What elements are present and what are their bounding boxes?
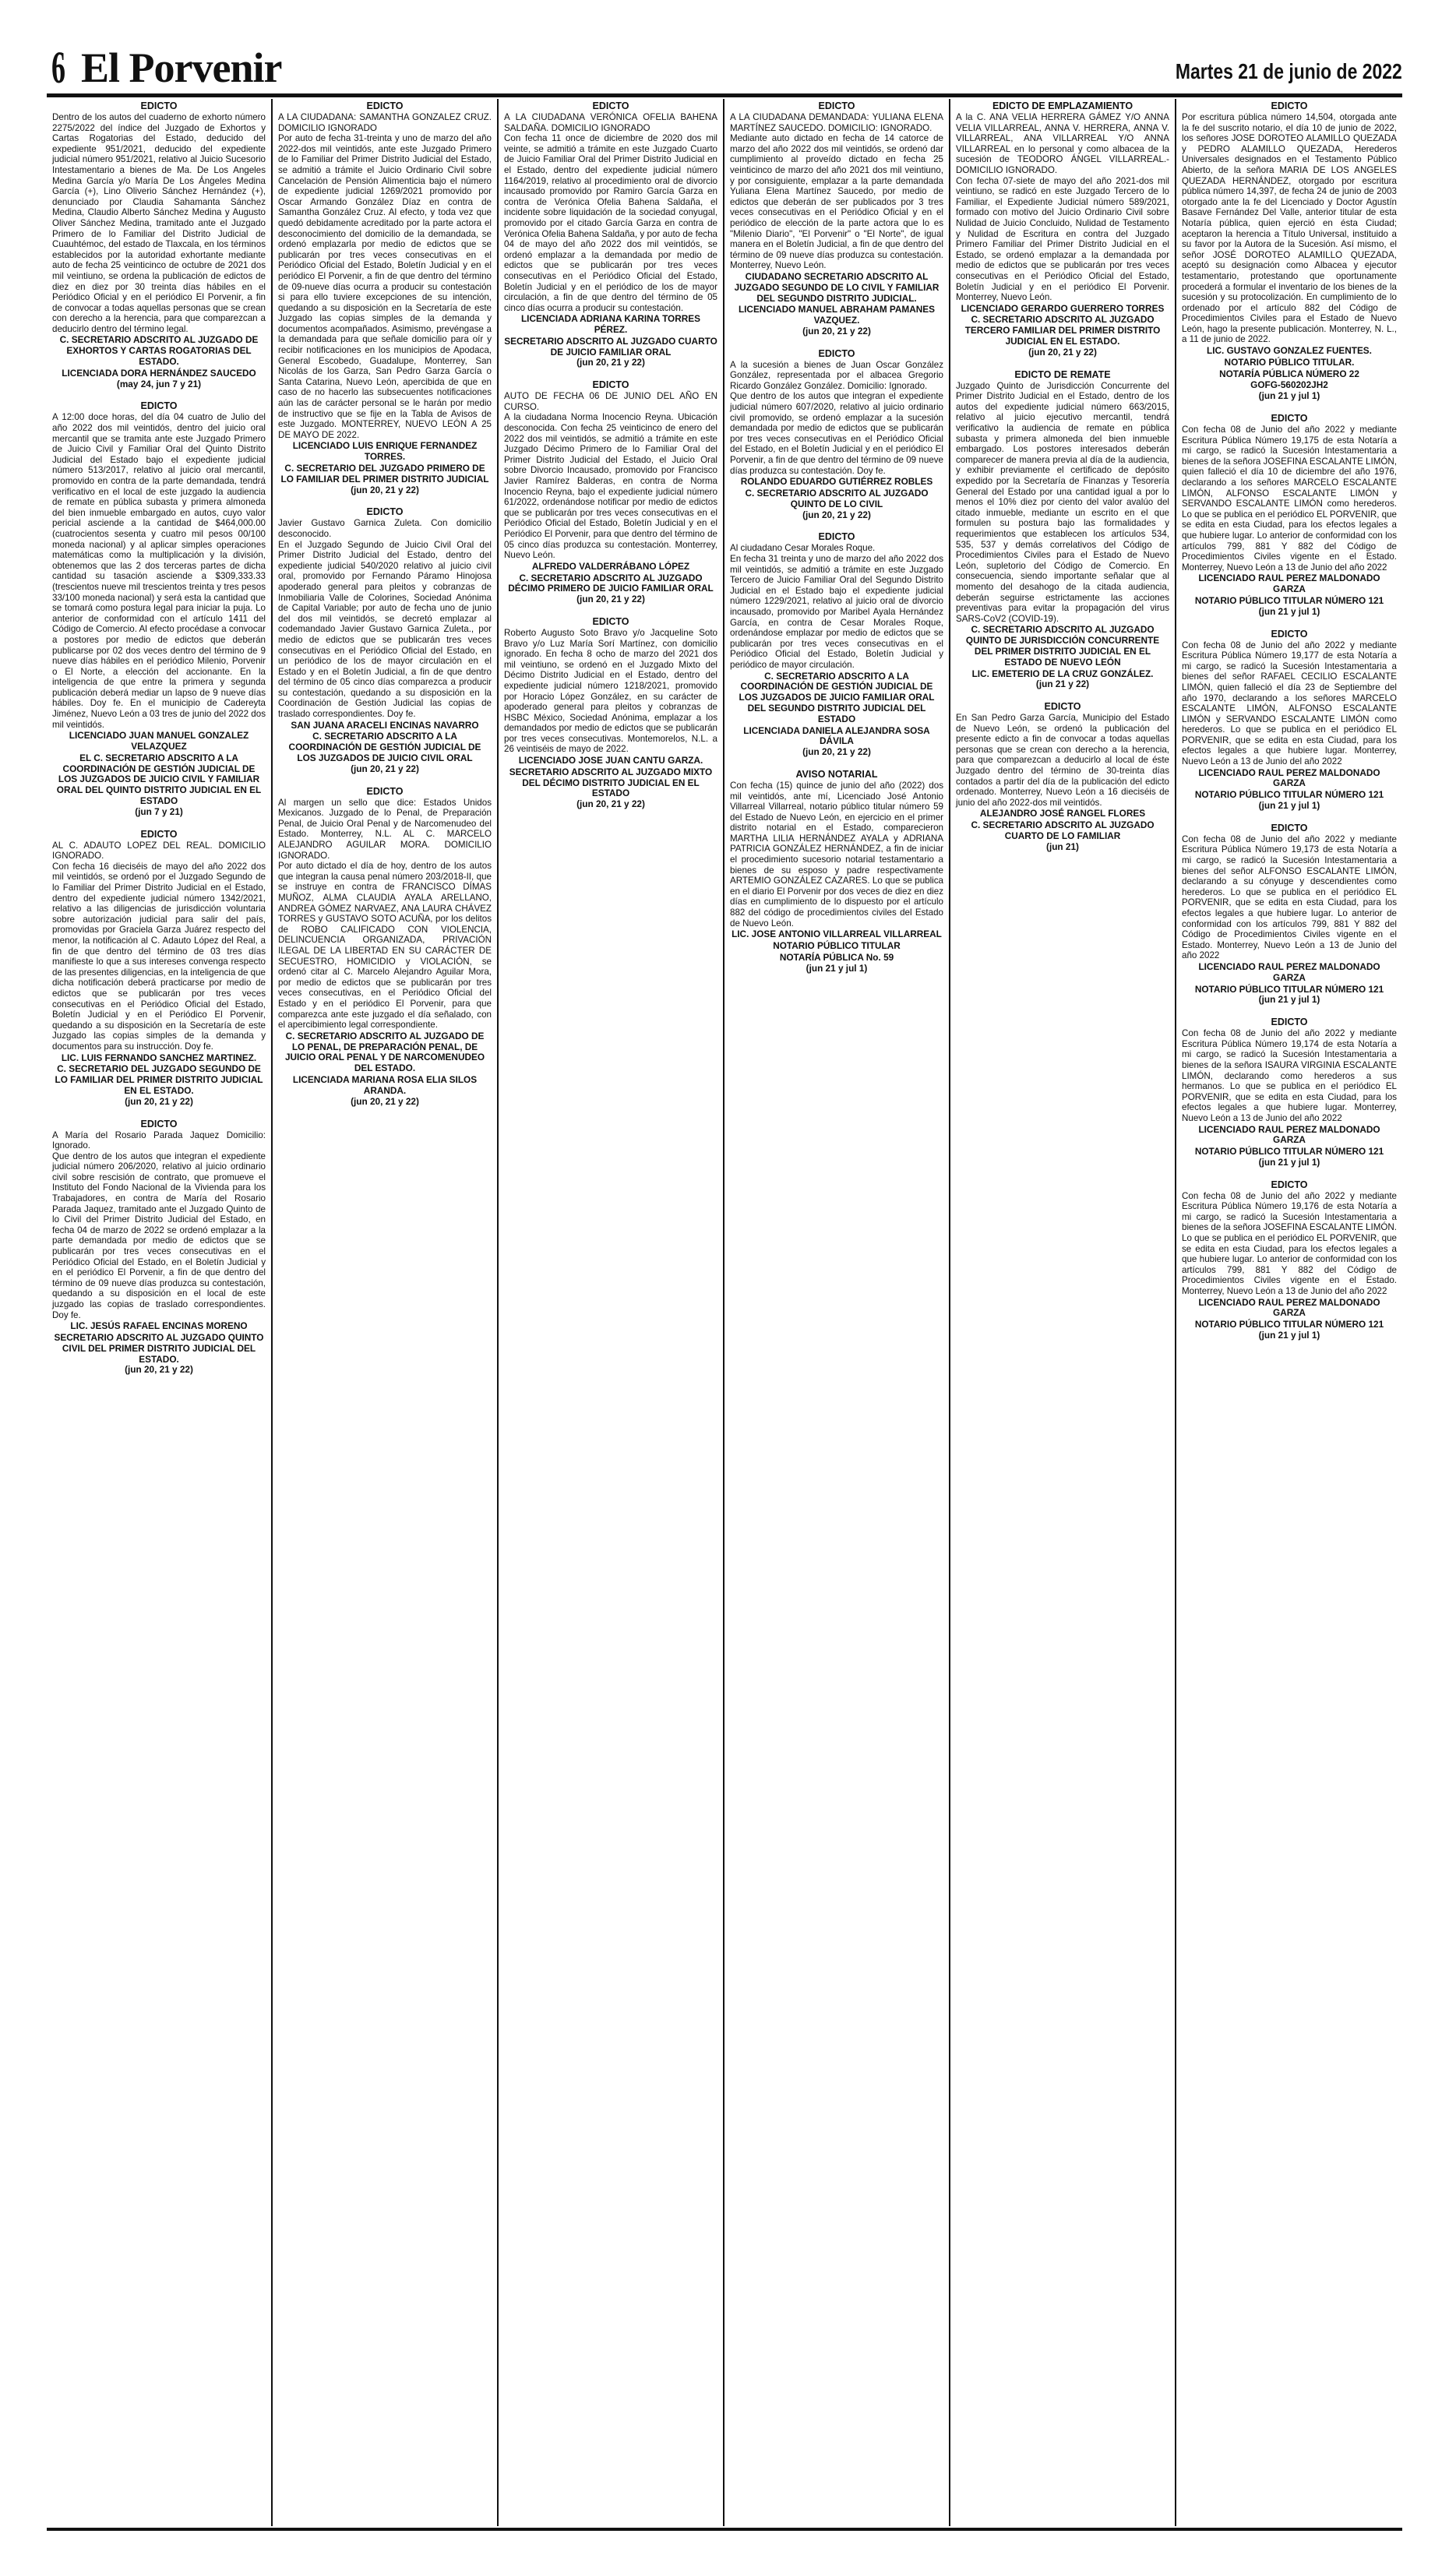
- publication-dates: (may 24, jun 7 y 21): [116, 378, 202, 389]
- notice-signature-line: NOTARIO PÚBLICO TITULAR NÚMERO 121: [1194, 1146, 1384, 1158]
- publication-dates: (jun 21 y jul 1): [1258, 994, 1320, 1006]
- notice-signature-line: SAN JUANA ARACELI ENCINAS NAVARRO: [291, 719, 479, 731]
- notice-signature-line: C. SECRETARIO ADSCRITO AL JUZGADO CUARTO DE LO FAMILIAR: [971, 819, 1155, 842]
- notice-addressee: Al ciudadano Cesar Morales Roque.: [730, 543, 876, 554]
- publication-dates: (jun 20, 21 y 22): [802, 509, 871, 520]
- notice-addressee: A la sucesión a bienes de Juan Oscar González González, representada por el albacea Gregorio Ricardo González González. Domicilio: Ignorado.: [730, 359, 943, 391]
- notice-signature-line: C. SECRETARIO ADSCRITO AL JUZGADO DE EXHORTOS Y CARTAS ROGATORIAS DEL ESTADO.: [59, 334, 259, 368]
- notice-body: Con fecha 11 once de diciembre de 2020 dos mil veinte, se admitió a trámite en este Juzgado Cuarto de Juicio Familiar Oral del Primer Distrito Judicial en el Estado, dentro del expediente judicial número 1164/2019, relativo al procedimiento oral de divorcio incausado promovido por Ramiro García Garza en contra de Verónica Ofelia Bahena Saldaña, el incidente sobre liquidación de la sociedad conyugal, promovido por el citado García Garza en contra de Verónica Ofelia Bahena Saldaña, y por auto de fecha 04 de mayo del año 2022 dos mil veintidós, se ordenó emplazar a la demandada por medio de edictos que se publicarán por tres veces consecutivas en el Periódico Oficial del Estado, Boletín Judicial y en el periódico de los de mayor circulación, a fin de que dentro del término de 05 cinco días ocurra a producir su contestación.: [504, 133, 717, 313]
- notice-signature-line: EL C. SECRETARIO ADSCRITO A LA COORDINACIÓN DE GESTIÓN JUDICIAL DE LOS JUZGADOS DE JUICIO CIVIL Y FAMILIAR ORAL DEL QUINTO DISTRITO JUDICIAL EN EL ESTADO: [56, 752, 262, 807]
- column-3: [499, 99, 724, 2526]
- legal-notice: [1182, 1179, 1397, 1341]
- notice-signature-line: LIC. EMETERIO DE LA CRUZ GONZÁLEZ.: [971, 668, 1154, 679]
- column-1: [47, 99, 273, 2526]
- notice-signature-line: C. SECRETARIO ADSCRITO AL JUZGADO QUINTO DE LO CIVIL: [745, 488, 929, 509]
- notice-title: EDICTO DE EMPLAZAMIENTO: [992, 100, 1133, 111]
- column-6: [1176, 99, 1402, 2526]
- publication-dates: (jun 20, 21 y 22): [1028, 346, 1097, 358]
- notice-signature-line: C. SECRETARIO DEL JUZGADO PRIMERO DE LO FAMILIAR DEL PRIMER DISTRITO JUDICIAL: [280, 463, 489, 485]
- notice-signature-line: LICENCIADO RAUL PEREZ MALDONADO GARZA: [1198, 766, 1380, 789]
- notice-signature-line: ALEJANDRO JOSÉ RANGEL FLORES: [979, 808, 1146, 819]
- notice-title: EDICTO: [1271, 1017, 1308, 1028]
- notice-signature-line: LICENCIADO JOSE JUAN CANTU GARZA.: [518, 755, 703, 766]
- notice-signature-line: LICENCIADA MARIANA ROSA ELIA SILOS ARANDA.: [292, 1073, 478, 1096]
- legal-notice: [1182, 823, 1397, 1006]
- notice-title: EDICTO: [366, 506, 404, 518]
- publication-dates: (jun 7 y 21): [135, 805, 183, 817]
- notice-title: EDICTO: [140, 100, 178, 111]
- notice-body: Juzgado Quinto de Jurisdicción Concurrente del Primer Distrito Judicial en el Estado, dentro de los autos del expediente judicial número 663/2015, relativo al juicio ejecutivo mercantil, tendrá verificativo la audiencia de remate en pública subasta y primera almoneda del bien inmueble embargado. Los postores interesados deberán comparecer de manera previa al día de la audiencia, y exhibir previamente el certificado de depósito expedido por la Secretaría de Finanzas y Tesorería General del Estado por una cantidad igual a por lo menos el 10% diez por ciento del valor avalúo del citado inmueble, mediante un escrito en el que formulen su postura bajo las formalidades y requerimientos que establecen los artículos 534, 535, 537 y demás correlativos del Código de Procedimientos Civiles para el Estado de Nuevo León, supletorio del Código de Comercio. En consecuencia, siendo importante señalar que al momento del desahogo de la citada audiencia, deberán seguirse estrictamente las acciones preventivas para evitar la propagación del virus SARS-CoV2 (COVID-19).: [956, 380, 1169, 624]
- notice-title: EDICTO: [1271, 100, 1308, 111]
- publication-dates: (jun 20, 21 y 22): [576, 594, 645, 605]
- notice-body: Que dentro de los autos que integran el expediente judicial número 206/2020, relativo al juicio ordinario civil sobre rescisión de contrato, que promueve el Instituto del Fondo Nacional de la Vivienda para los Trabajadores, en contra de María del Rosario Parada Jaquez, tramitado ante el Juzgado Quinto de lo Civil del Primer Distrito Judicial del Estado, en fecha 04 de marzo de 2022 se ordenó emplazar a la parte demandada por medio de edictos que se publicarán por tres veces consecutivas en el Periódico Oficial del Estado, en el Boletín Judicial y en el periódico El Porvenir, a fin de que dentro del término de 09 nueve días produzca su contestación, quedando a su disposición en el local de este juzgado las copias de traslado correspondientes. Doy fe.: [52, 1151, 266, 1320]
- publication-dates: (jun 21 y 22): [1035, 678, 1090, 690]
- notice-signature-line: LICENCIADO RAUL PEREZ MALDONADO GARZA: [1198, 1296, 1380, 1319]
- legal-notice: [1182, 413, 1397, 618]
- notice-title: EDICTO: [818, 347, 855, 359]
- notice-signature-line: C. SECRETARIO ADSCRITO AL JUZGADO DE LO PENAL, DE PREPARACIÓN PENAL, DE JUICIO ORAL PENAL Y DE NARCOMENUDEO DEL ESTADO.: [284, 1030, 485, 1074]
- notice-signature-line: LIC. JOSE ANTONIO VILLARREAL VILLARREAL: [732, 929, 942, 940]
- notice-body: Por escritura pública número 14,504, otorgada ante la fe del suscrito notario, el día 10 de junio de 2022, los señores JOSE DOROTEO ALAMILLO QUEZADA y PEDRO ALAMILLO QUEZADA, Herederos Universales designados en el Testamento Público Abierto, de la señora MARIA DE LOS ANGELES QUEZADA HERNÁNDEZ, otorgado por escritura pública número 14,397, de fecha 24 de junio de 2003 otorgado ante la fe del Licenciado y Doctor Agustín Basave Fernández Del Valle, anterior titular de esta Notaría pública, quien ejerció en ésta Ciudad; aceptaron la herencia a Título Universal, instituido a su favor por la Autora de la Sucesión. Así mismo, el señor JOSÉ DOROTEO ALAMILLO QUEZADA, aceptó su designación como Albacea y ejecutor testamentario, protestando que oportunamente procederá a formular el inventario de los bienes de la sucesión y su protocolización. En cumplimiento de lo ordenado por el artículo 882 del Código de Procedimientos Civiles para el Estado de Nuevo León, hago la presente publicación. Monterrey, N. L., a 11 de junio de 2022.: [1182, 112, 1397, 345]
- publication-dates: (jun 21 y jul 1): [1258, 1330, 1320, 1341]
- legal-notice: [278, 506, 492, 774]
- legal-notice: [52, 400, 266, 817]
- notice-signature-line: NOTARIO PÚBLICO TITULAR.: [1224, 356, 1355, 368]
- notice-signature-line: LICENCIADO JUAN MANUEL GONZALEZ VELAZQUEZ: [69, 730, 249, 752]
- legal-notice: [278, 100, 492, 495]
- notice-signature-line: SECRETARIO ADSCRITO AL JUZGADO CUARTO DE JUICIO FAMILIAR ORAL: [504, 335, 717, 358]
- notice-signature-line: LICENCIADO LUIS ENRIQUE FERNANDEZ TORRES.: [292, 440, 478, 463]
- notice-signature-line: LIC. JESÚS RAFAEL ENCINAS MORENO: [70, 1320, 248, 1332]
- legal-notice: [730, 100, 943, 337]
- notice-signature-line: C. SECRETARIO ADSCRITO AL JUZGADO TERCERO FAMILIAR DEL PRIMER DISTRITO JUDICIAL EN EL ESTADO.: [964, 314, 1161, 347]
- publication-dates: (jun 21 y jul 1): [1258, 1156, 1320, 1168]
- notice-signature-line: NOTARÍA PÚBLICA No. 59: [779, 951, 894, 963]
- publication-dates: (jun 21 y jul 1): [1258, 390, 1320, 402]
- notice-signature-line: NOTARÍA PÚBLICA NÚMERO 22: [1219, 368, 1359, 379]
- notice-title: EDICTO: [366, 100, 404, 111]
- notice-signature-line: SECRETARIO ADSCRITO AL JUZGADO QUINTO CIVIL DEL PRIMER DISTRITO JUDICIAL DEL ESTADO.: [54, 1331, 264, 1365]
- notice-signature-line: LICENCIADA DANIELA ALEJANDRA SOSA DÁVILA: [743, 724, 930, 747]
- notice-addressee: AL C. ADAUTO LOPEZ DEL REAL. DOMICILIO IGNORADO.: [52, 840, 266, 862]
- legal-notice: [730, 531, 943, 758]
- notice-body: Que dentro de los autos que integran el expediente judicial número 607/2020, relativo al juicio ordinario civil promovido, se ordenó emplazar a la sucesión demandada por medio de edictos que se publicarán por tres veces consecutivas en el Periódico Oficial del Estado, en el Boletín Judicial y en el periódico El Porvenir, a fin de que dentro del término de 09 nueve días produzca su contestación. Doy fe.: [730, 391, 943, 476]
- footer-rule: [47, 2528, 1402, 2531]
- notice-body: Con fecha 08 de Junio del año 2022 y mediante Escritura Pública Número 19,173 de esta Notaría a mi cargo, se radicó la Sucesión Intestamentaria a bienes del señor ALFONSO ESCALANTE LIMÓN, declarando a su cónyuge y descendientes como herederos. Lo que se publica en el periódico EL PORVENIR, que se edita en esta Ciudad, para los efectos legales a que hubiere lugar. Lo anterior de conformidad con los artículos 799, 881 Y 882 del Código de Procedimientos Civiles vigente en el Estado. Monterrey, Nuevo León a 13 de Junio del año 2022: [1182, 833, 1397, 961]
- publication-dates: (jun 21): [1046, 840, 1079, 852]
- notice-body: Con fecha 07-siete de mayo del año 2021-dos mil veintiuno, se radicó en este Juzgado Tercero de lo Familiar, el Expediente Judicial número 589/2021, formado con motivo del Juicio Ordinario Civil sobre Nulidad de Juicio Concluido, Nulidad de Testamento y Nulidad de Escritura en contra del Juzgado Primero Familiar del Primer Distrito Judicial en el Estado, se ordenó emplazar a la demandada por medio de edictos que se publicarán por tres veces consecutivas en el Periódico Oficial del Estado, Boletín Judicial y en el periódico El Porvenir. Monterrey, Nuevo León.: [956, 175, 1169, 303]
- notice-body: En fecha 31 treinta y uno de marzo del año 2022 dos mil veintidós, se admitió a trámite en este Juzgado Tercero de Juicio Familiar Oral del Segundo Distrito Judicial en el Estado bajo el expediente judicial número 1229/2021, relativo al juicio oral de divorcio incausado, promovido por Maribel Ayala Hernández García, en contra de Cesar Morales Roque, ordenándose emplazar por medio de edictos que se publicarán por tres veces consecutivas en el Periódico Oficial del Estado, Boletín Judicial y periódico de mayor circulación.: [730, 554, 943, 670]
- notice-title: EDICTO: [1271, 413, 1308, 425]
- notice-signature-line: LICENCIADO RAUL PEREZ MALDONADO GARZA: [1198, 1123, 1380, 1146]
- notice-signature-line: LIC. GUSTAVO GONZALEZ FUENTES.: [1207, 345, 1372, 357]
- publication-dates: (jun 20, 21 y 22): [351, 1095, 419, 1107]
- column-5: [950, 99, 1176, 2526]
- notice-signature-line: LICENCIADO MANUEL ABRAHAM PAMANES VAZQUEZ.: [738, 304, 936, 326]
- column-4: [724, 99, 950, 2526]
- legal-notice: [1182, 1017, 1397, 1168]
- legal-notice: [52, 1119, 266, 1376]
- legal-notice: [504, 616, 717, 810]
- notice-signature-line: LICENCIADO GERARDO GUERRERO TORRES: [961, 302, 1165, 314]
- masthead-rule: [47, 93, 1402, 97]
- notice-signature-line: LIC. LUIS FERNANDO SANCHEZ MARTINEZ.: [61, 1052, 257, 1063]
- notice-addressee: AUTO DE FECHA 06 DE JUNIO DEL AÑO EN CURSO.: [504, 391, 717, 412]
- notice-body: A 12:00 doce horas, del día 04 cuatro de Julio del año 2022 dos mil veintidós, dentro del juicio oral mercantil que se tramita ante este Juzgado Primero de Juicio Civil y Familiar Oral del Quinto Distrito Judicial del Estado bajo el expediente judicial número 513/2017, relativo al juicio oral mercantil, promovido en contra de la parte demandada, tendrá verificativo en el local de este juzgado la audiencia de remate en pública subasta y primera almoneda del bien inmueble embargado en autos, cuyo valor pericial asciende a la cantidad de $464,000.00 (cuatrocientos sesenta y cuatro mil pesos 00/100 moneda nacional) y al aplicar simples operaciones matemáticas como la multiplicación y la división, obtenemos que las 2 dos terceras partes de dicha cantidad su tasación asciende a $309,333.33 (trescientos nueve mil trescientos treinta y tres pesos 33/100 moneda nacional) y será esta la cantidad que se tomará como postura legal para iniciar la puja. Lo anterior de conformidad con el artículo 1411 del Código de Comercio. Al efecto procédase a convocar a postores por medio de edictos que deberán publicarse por 02 dos veces dentro del término de 9 nueve días hábiles en el periódico Milenio, Porvenir o El Norte, a elección del accionante. En la inteligencia de que entre la primera y segunda publicación deberá mediar un lapso de 9 nueve días hábiles. Doy fe. En el municipio de Cadereyta Jiménez, Nuevo León a 03 tres de junio del 2022 dos mil veintidós.: [52, 412, 266, 730]
- notice-title: AVISO NOTARIAL: [795, 768, 878, 780]
- notice-title: EDICTO: [1271, 822, 1308, 833]
- notice-signature-line: C. SECRETARIO ADSCRITO A LA COORDINACIÓN DE GESTIÓN JUDICIAL DE LOS JUZGADOS DE JUICIO FAMILIAR ORAL DEL SEGUNDO DISTRITO JUDICIAL DEL ESTADO: [739, 670, 935, 724]
- notice-title: EDICTO: [140, 400, 178, 412]
- notice-body: En San Pedro Garza García, Municipio del Estado de Nuevo León, se ordenó la publicación del presente edicto a fin de convocar a todas aquellas personas que se crean con derecho a la herencia, para que comparezcan a deducirlo al local de éste Juzgado dentro del término de 30-treinta días contados a partir del día de la publicación del edicto ordenado. Monterrey, Nuevo León a 16 dieciséis de junio del año 2022-dos mil veintidós.: [956, 713, 1169, 808]
- notice-addressee: Al margen un sello que dice: Estados Unidos Mexicanos. Juzgado de lo Penal, de Preparación Penal, de Juicio Oral Penal y de Narcomenudeo del Estado. Monterrey, N.L. AL C. MARCELO ALEJANDRO AGUILAR MORA. DOMICILIO IGNORADO.: [278, 797, 492, 861]
- notice-addressee: A la C. ANA VELIA HERRERA GÁMEZ Y/O ANNA VELIA VILLARREAL, ANNA V. HERRERA, ANNA V. VILLARREAL, ANA VILLARREAL Y/O ANNA VILLARREAL en lo personal y como albacea de la sucesión de TEODORO ÁNGEL VILLARREAL.- DOMICILIO IGNORADO.: [956, 112, 1169, 175]
- notice-signature-line: NOTARIO PÚBLICO TITULAR: [773, 940, 901, 952]
- notice-body: Con fecha (15) quince de junio del año (2022) dos mil veintidós, ante mí, Licenciado José Antonio Villarreal Villarreal, notario público titular número 59 del Estado de Nuevo León, en ejercicio en el primer distrito notarial en el Estado, comparecieron MARTHA LILIA HERNÁNDEZ AYALA y ADRIANA PATRICIA GONZÁLEZ HERNÁNDEZ, a fin de iniciar el procedimiento sucesorio notarial testamentario a bienes de su esposo y padre respectivamente ARTEMIO GONZÁLEZ CAZARES. Lo que se publica en el diario El Porvenir por dos veces de diez en diez días en cumplimiento de lo dispuesto por el artículo 882 del código de procedimientos civiles del Estado de Nuevo León.: [730, 780, 943, 929]
- publication-dates: (jun 21 y jul 1): [1258, 800, 1320, 812]
- publication-dates: (jun 20, 21 y 22): [351, 763, 419, 774]
- page-number: 6: [51, 42, 65, 93]
- notice-addressee: A LA CIUDADANA: SAMANTHA GONZALEZ CRUZ. DOMICILIO IGNORADO: [278, 112, 492, 133]
- notice-title: EDICTO: [592, 379, 629, 391]
- publication-dates: (jun 20, 21 y 22): [802, 325, 871, 337]
- legal-notices-columns: [47, 99, 1402, 2526]
- notice-signature-line: NOTARIO PÚBLICO TITULAR NÚMERO 121: [1194, 789, 1384, 801]
- notice-body: Con fecha 16 dieciséis de mayo del año 2022 dos mil veintidós, se ordenó por el Juzgado Segundo de lo Familiar del Primer Distrito Judicial en el Estado, dentro del expediente judicial número 1342/2021, relativo a las diligencias de jurisdicción voluntaria sobre autorización judicial para salir del país, promovidas por Graciela Garza Juárez respecto del menor, la notificación al C. Adauto López del Real, a fin de que dentro del término de 03 tres días manifieste lo que a sus intereses convenga respecto de las presentes diligencias, en la inteligencia de que dicha notificación deberá practicarse por medio de edictos que se publicarán por tres veces consecutivas en el Periódico Oficial del Estado, Boletín Judicial y en el Periódico El Porvenir, quedando a su disposición en la Secretaría de este Juzgado las copias simples de la demanda y documentos para su instrucción. Doy fe.: [52, 861, 266, 1052]
- notice-signature-line: C. SECRETARIO ADSCRITO A LA COORDINACIÓN DE GESTIÓN JUDICIAL DE LOS JUZGADOS DE JUICIO CIVIL ORAL: [288, 731, 481, 764]
- issue-date: Martes 21 de junio de 2022: [1176, 59, 1402, 83]
- notice-body: A la ciudadana Norma Inocencio Reyna. Ubicación desconocida. Con fecha 25 veinticinco de enero del 2022 dos mil veintidós, se admitió a trámite en este Juzgado Décimo Primero de lo Familiar Oral del Primer Distrito Judicial del Estado, el Juicio Oral sobre Divorcio Incausado, promovido por Francisco Javier Ramírez Balderas, en contra de Norma Inocencio Reyna, bajo el expediente judicial número 61/2022, ordenándose notificar por medio de edictos que se publicarán por tres veces consecutivas en el Periódico Oficial del Estado, Boletín Judicial y en el Periódico El Porvenir, para que dentro del término de 05 cinco días produzca su contestación. Monterrey, Nuevo León.: [504, 412, 717, 561]
- notice-signature-line: CIUDADANO SECRETARIO ADSCRITO AL JUZGADO SEGUNDO DE LO CIVIL Y FAMILIAR DEL SEGUNDO DISTRITO JUDICIAL.: [734, 270, 940, 304]
- publication-dates: (jun 20, 21 y 22): [125, 1095, 193, 1107]
- publication-dates: (jun 21 y jul 1): [806, 962, 868, 974]
- notice-body: Roberto Augusto Soto Bravo y/o Jacqueline Soto Bravo y/o Luz María Sorí Martínez, con domicilio ignorado. En fecha 8 ocho de marzo del 2021 dos mil veintiuno, se ordenó en el Juzgado Mixto del Décimo Distrito Judicial en el Estado, dentro del expediente judicial número 1218/2021, promovido por Horacio López González, en su carácter de apoderado general para pleitos y cobranzas de HSBC México, Sociedad Anónima, emplazar a los demandados por medio de edictos que se publicarán por tres veces consecutivas. Montemorelos, N.L. a 26 veintiséis de mayo de 2022.: [504, 627, 717, 755]
- notice-body: Con fecha 08 de Junio del año 2022 y mediante Escritura Pública Número 19,175 de esta Notaría a mi cargo, se radicó la Sucesión Intestamentaria a bienes de la señora JOSEFINA ESCALANTE LIMÓN, quien falleció el día 10 de diciembre del año 1976, declarando a los señores MARCELO ESCALANTE LIMÓN, ALFONSO ESCALANTE LIMÓN y SERVANDO ESCALANTE LIMÓN como herederos. Lo que se publica en el periódico EL PORVENIR, que se edita en esta Ciudad, para los efectos legales a que hubiere lugar. Lo anterior de conformidad con los artículos 799, 881 Y 882 del Código de Procedimientos Civiles vigente en el Estado. Monterrey, Nuevo León a 13 de Junio del año 2022: [1182, 425, 1397, 573]
- notice-signature-line: LICENCIADO RAUL PEREZ MALDONADO GARZA: [1198, 960, 1380, 983]
- publication-dates: (jun 20, 21 y 22): [351, 484, 419, 495]
- notice-signature-line: NOTARIO PÚBLICO TITULAR NÚMERO 121: [1194, 1319, 1384, 1330]
- publication-dates: (jun 20, 21 y 22): [576, 798, 645, 810]
- notice-title: EDICTO DE REMATE: [1014, 368, 1111, 380]
- legal-notice: [956, 701, 1169, 853]
- notice-title: EDICTO: [592, 100, 629, 111]
- notice-body: Con fecha 08 de Junio del año 2022 y mediante Escritura Pública Número 19,177 de esta Notaría a mi cargo, se radicó la Sucesión Intestamentaria a bienes del señor RAFAEL CECILIO ESCALANTE LIMÓN, quien falleció el día 23 de Septiembre del año 1970, declarando a los señores MARCELO ESCALANTE LIMÓN, ALFONSO ESCALANTE LIMÓN y SERVANDO ESCALANTE LIMÓN como herederos. Lo que se publica en el periódico EL PORVENIR, que se edita en esta Ciudad, para los efectos legales a que hubiere lugar. Monterrey, Nuevo León a 13 de Junio del año 2022: [1182, 640, 1397, 767]
- notice-title: EDICTO: [366, 785, 404, 797]
- notice-body: Dentro de los autos del cuaderno de exhorto número 2275/2022 del índice del Juzgado de Exhortos y Cartas Rogatorias del Estado, deducido del expediente 951/2021, deducido del expediente judicial número 951/2021, relativo al Juicio Sucesorio Intestamentario a bienes de Ma. De Los Angeles Medina García y/o María De Los Ángeles Medina García (+), Lino Oliverio Sánchez Hernández (+), denunciado por Claudia Sahamanta Sánchez Medina, Claudio Alberto Sánchez Medina y Augusto Oliver Sánchez Medina, tramitado ante el Juzgado Primero de lo Familiar del Distrito Judicial de Cuauhtémoc, del estado de Tlaxcala, en los términos establecidos por la autoridad exhortante mediante auto de fecha 25 veinticinco de octubre de 2021 dos mil veintiuno, se ordena la publicación de edictos de diez en diez por 30 treinta días hábiles en el Periódico Oficial y en el periódico El Porvenir, a fin de convocar a todas aquellas personas que se crean con derecho a la herencia, para que comparezcan a deducirlo dentro del término legal.: [52, 112, 266, 334]
- publication-dates: (jun 20, 21 y 22): [576, 357, 645, 368]
- notice-signature-line: C. SECRETARIO ADSCRITO AL JUZGADO QUINTO DE JURISDICCIÓN CONCURRENTE DEL PRIMER DISTRITO JUDICIAL EN EL ESTADO DE NUEVO LEÓN: [965, 624, 1160, 668]
- newspaper-name: El Porvenir: [81, 44, 282, 91]
- notice-addressee: Javier Gustavo Garnica Zuleta. Con domicilio desconocido.: [278, 518, 492, 539]
- notice-signature-line: NOTARIO PÚBLICO TITULAR NÚMERO 121: [1194, 594, 1384, 606]
- notice-body: Por auto dictado el día de hoy, dentro de los autos que integran la causa penal número 203/2018-II, que se instruye en contra de FRANCISCO DÍMAS MUÑOZ, ALMA CLAUDIA AYALA ARELLANO, ANDREA GÓMEZ NARVAEZ, ANA LAURA CHÁVEZ TORRES y GUSTAVO SOTO ACUÑA, por los delitos de ROBO CALIFICADO CON VIOLENCIA, DELINCUENCIA ORGANIZADA, PRIVACIÓN ILEGAL DE LA LIBERTAD EN SU CARÁCTER DE SECUESTRO, HOMICIDIO y VIOLACIÓN, se ordenó citar al C. Marcelo Alejandro Aguilar Mora, por medio de edictos que se publicarán por tres veces consecutivas, en el Periódico Oficial del Estado y en el periódico El Porvenir, para que comparezca ante este juzgado el día señalado, con el apercibimiento legal correspondiente.: [278, 861, 492, 1031]
- notice-body: En el Juzgado Segundo de Juicio Civil Oral del Primer Distrito Judicial del Estado, dentro del expediente judicial 540/2020 relativo al juicio civil oral, promovido por Fernando Páramo Hinojosa apoderado general para pleitos y cobranzas de Inmobiliaria Valle de Colorines, Sociedad Anónima de Capital Variable; por auto de fecha uno de junio del dos mil veintidós, se decretó emplazar al codemandado Javier Gustavo Garnica Zuleta., por medio de edictos que se publicarán tres veces consecutivas en el Periódico Oficial del Estado, en un periódico de los de mayor circulación en el Estado y en el Boletín Judicial, a fin de que dentro del término de 05 cinco días comparezca a producir su contestación, quedando a su disposición en la Coordinación de Gestión Judicial las copias de traslado correspondientes. Doy fe.: [278, 539, 492, 720]
- legal-notice: [52, 829, 266, 1108]
- notice-body: Con fecha 08 de Junio del año 2022 y mediante Escritura Pública Número 19,174 de esta Notaría a mi cargo, se radicó la Sucesión Intestamentaria a bienes de la señora ISAURA VIRGINIA ESCALANTE LIMÓN, declarando como herederos a sus hermanos. Lo que se publica en el periódico EL PORVENIR, que se edita en esta Ciudad, para los efectos legales a que hubiere lugar. Monterrey, Nuevo León a 13 de Junio del año 2022: [1182, 1028, 1397, 1123]
- legal-notice: [730, 769, 943, 974]
- notice-title: EDICTO: [818, 100, 855, 111]
- legal-notice: [956, 369, 1169, 690]
- publication-dates: (jun 20, 21 y 22): [802, 746, 871, 758]
- notice-signature-line: C. SECRETARIO ADSCRITO AL JUZGADO DÉCIMO PRIMERO DE JUICIO FAMILIAR ORAL: [508, 572, 714, 594]
- legal-notice: [1182, 629, 1397, 812]
- notice-addressee: A María del Rosario Parada Jaquez Domicilio: Ignorado.: [52, 1129, 266, 1151]
- publication-dates: (jun 20, 21 y 22): [125, 1364, 193, 1376]
- legal-notice: [730, 348, 943, 521]
- notice-signature-line: ROLANDO EDUARDO GUTIÉRREZ ROBLES: [740, 476, 933, 488]
- legal-notice: [504, 100, 717, 368]
- notice-signature-line: LICENCIADA ADRIANA KARINA TORRES PÉREZ.: [520, 313, 701, 336]
- legal-notice: [504, 379, 717, 605]
- notice-title: EDICTO: [1271, 1179, 1308, 1190]
- notice-title: EDICTO: [140, 1118, 178, 1129]
- publication-dates: (jun 21 y jul 1): [1258, 605, 1320, 617]
- notice-title: EDICTO: [1271, 628, 1308, 640]
- notice-title: EDICTO: [140, 828, 178, 840]
- notice-body: Mediante auto dictado en fecha de 14 catorce de marzo del año 2022 dos mil veintidós, se ordenó dar cumplimiento al proveído dictado en fecha 25 veinticinco de marzo del año 2021 dos mil veintiuno, y por consiguiente, emplazar a la parte demandada Yuliana Elena Martínez Saucedo, por medio de edictos que deberán de ser publicados por 3 tres veces consecutivas en el Periódico Oficial y en el periódico de elección de la parte actora que lo es "Milenio Diario", "El Porvenir" o "El Norte", de igual manera en el Boletín Judicial, a fin de que dentro del término de 09 nueve días produzca su contestación. Monterrey, Nuevo León.: [730, 133, 943, 271]
- notice-title: EDICTO: [1044, 701, 1081, 713]
- notice-body: Por auto de fecha 31-treinta y uno de marzo del año 2022-dos mil veintidós, ante este Juzgado Primero de lo Familiar del Primer Distrito Judicial del Estado, se admitió a trámite el Juicio Ordinario Civil sobre Cancelación de Pensión Alimenticia bajo el número de expediente judicial 1269/2021 promovido por Oscar Armando González Díaz en contra de Samantha González Cruz. Al efecto, y toda vez que quedó debidamente acreditado por la parte actora el desconocimiento del domicilio de la demandada, se ordenó emplazarla por medio de edictos que se publicarán por tres veces consecutivas en el Periódico Oficial del Estado, Boletín Judicial y en el periódico El Porvenir, a fin de que dentro del término de 09-nueve días ocurra a producir su contestación si para ello tuviere excepciones de su intención, quedando a su disposición en la Secretaría de este Juzgado las copias simples de la demanda y documentos acompañados. Asimismo, prevéngase a la demandada para que señale domicilio para oír y recibir notificaciones en los municipios de Apodaca, General Escobedo, Guadalupe, Monterrey, San Nicolás de los Garza, San Pedro Garza García o Santa Catarina, Nuevo León, apercibida de que en caso de no hacerlo las subsecuentes notificaciones aún las de carácter personal se le harán por medio de instructivo que se fije en la Tabla de Avisos de este Juzgado. MONTERREY, NUEVO LEÓN A 25 DE MAYO DE 2022.: [278, 133, 492, 440]
- masthead: [47, 42, 1402, 93]
- notice-signature-line: LICENCIADO RAUL PEREZ MALDONADO GARZA: [1198, 573, 1380, 595]
- notice-signature-line: LICENCIADA DORA HERNÁNDEZ SAUCEDO: [62, 367, 256, 379]
- notice-signature-line: ALFREDO VALDERRÁBANO LÓPEZ: [531, 560, 690, 572]
- notice-body: Con fecha 08 de Junio del año 2022 y mediante Escritura Pública Número 19,176 de esta Notaría a mi cargo, se radicó la Sucesión Intestamentaria a bienes de la señora JOSEFINA ESCALANTE LIMÓN. Lo que se publica en el periódico EL PORVENIR, que se edita en esta Ciudad, para los efectos legales a que hubiere lugar. Lo anterior de conformidad con los artículos 799, 881 Y 882 del Código de Procedimientos Civiles vigente en el Estado. Monterrey, Nuevo León a 13 de Junio del año 2022: [1182, 1190, 1397, 1297]
- notice-signature-line: C. SECRETARIO DEL JUZGADO SEGUNDO DE LO FAMILIAR DEL PRIMER DISTRITO JUDICIAL EN EL ESTADO.: [55, 1063, 263, 1096]
- notice-signature-line: NOTARIO PÚBLICO TITULAR NÚMERO 121: [1194, 983, 1384, 995]
- legal-notice: [278, 786, 492, 1108]
- notice-signature-line: SECRETARIO ADSCRITO AL JUZGADO MIXTO DEL DÉCIMO DISTRITO JUDICIAL EN EL ESTADO: [509, 766, 713, 799]
- notice-title: EDICTO: [818, 531, 855, 543]
- legal-notice: [1182, 100, 1397, 402]
- legal-notice: [52, 100, 266, 389]
- legal-notice: [956, 100, 1169, 358]
- notice-signature-line: GOFG-560202JH2: [1250, 379, 1328, 391]
- notice-addressee: A LA CIUDADANA VERÓNICA OFELIA BAHENA SALDAÑA. DOMICILIO IGNORADO: [504, 112, 717, 133]
- notice-addressee: A LA CIUDADANA DEMANDADA: YULIANA ELENA MARTÍNEZ SAUCEDO. DOMICILIO: IGNORADO.: [730, 112, 943, 133]
- notice-title: EDICTO: [592, 615, 629, 627]
- column-2: [273, 99, 499, 2526]
